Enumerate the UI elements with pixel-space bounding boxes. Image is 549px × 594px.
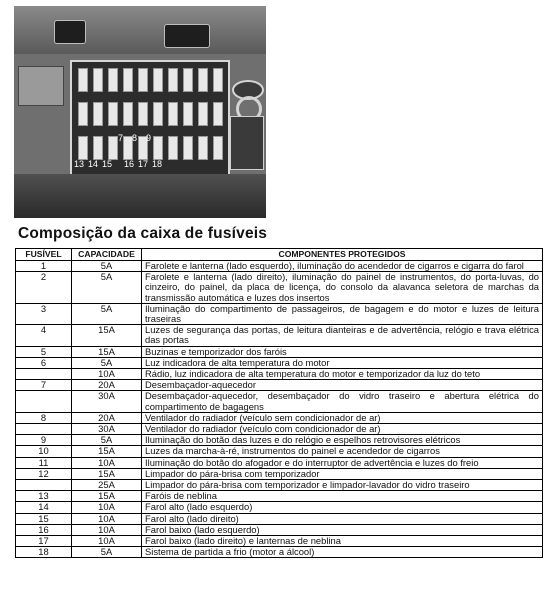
fuse-cartridge xyxy=(198,68,208,92)
table-row xyxy=(16,412,543,423)
components-cell: Ventilador do radiador (veículo com condicionador de ar) xyxy=(142,424,543,435)
table-header-row xyxy=(16,249,543,261)
relay-block xyxy=(18,66,64,106)
components-cell: Iluminação do botão do afogador e do interruptor de advertência e luzes do freio xyxy=(142,457,543,468)
lower-panel xyxy=(14,174,266,218)
table-row xyxy=(16,524,543,535)
fuse-number-cell: 17 xyxy=(16,536,72,547)
table-row xyxy=(16,325,543,346)
table-row xyxy=(16,457,543,468)
fuse-cartridge xyxy=(153,136,163,160)
fuse-number-label: 8 xyxy=(132,133,138,143)
components-cell: Iluminação do compartimento de passageiros, de bagagem e do motor e luzes de leitura traseiras xyxy=(142,303,543,324)
dashboard-panel xyxy=(14,6,266,54)
table-row xyxy=(16,303,543,324)
table-row xyxy=(16,272,543,304)
fuse-number-cell: 3 xyxy=(16,303,72,324)
fuse-number-cell: 15 xyxy=(16,513,72,524)
fuse-number-cell: 16 xyxy=(16,524,72,535)
header-fusivel: FUSÍVEL xyxy=(16,249,72,261)
capacity-cell: 5A xyxy=(72,261,142,272)
fuse-cartridge xyxy=(198,102,208,126)
fuse-cartridge xyxy=(93,102,103,126)
capacity-cell: 10A xyxy=(72,536,142,547)
components-cell: Faróis de neblina xyxy=(142,491,543,502)
table-row xyxy=(16,261,543,272)
side-relay xyxy=(230,116,264,170)
capacity-cell: 30A xyxy=(72,391,142,412)
components-cell: Farol baixo (lado direito) e lanternas de neblina xyxy=(142,536,543,547)
fuse-number-cell: 2 xyxy=(16,272,72,304)
fuse-number-label: 18 xyxy=(152,159,163,169)
fuse-number-label: 13 xyxy=(74,159,85,169)
capacity-cell: 15A xyxy=(72,446,142,457)
capacity-cell: 10A xyxy=(72,502,142,513)
components-cell: Luzes da marcha-à-ré, instrumentos do painel e acendedor de cigarros xyxy=(142,446,543,457)
table-row xyxy=(16,547,543,558)
components-cell: Farolete e lanterna (lado esquerdo), iluminação do acendedor de cigarros e cigarra do farol xyxy=(142,261,543,272)
components-cell: Farolete e lanterna (lado direito), iluminação do painel de instrumentos, do porta-luvas, do cinzeiro, do painel, da placa de licença, do consolo da alavanca seletora de marchas da transmissão automática e luzes dos insertos xyxy=(142,272,543,304)
fuse-number-cell xyxy=(16,369,72,380)
table-row xyxy=(16,446,543,457)
fuse-cartridge xyxy=(153,68,163,92)
capacity-cell: 15A xyxy=(72,346,142,357)
fuse-cartridge xyxy=(108,68,118,92)
components-cell: Buzinas e temporizador dos faróis xyxy=(142,346,543,357)
fuse-cartridge xyxy=(183,102,193,126)
capacity-cell: 10A xyxy=(72,513,142,524)
fuse-cartridge xyxy=(213,102,223,126)
table-row xyxy=(16,346,543,357)
table-row xyxy=(16,369,543,380)
fuse-number-cell: 6 xyxy=(16,357,72,368)
capacity-cell: 15A xyxy=(72,468,142,479)
fuse-cartridge xyxy=(78,68,88,92)
fuse-number-cell: 9 xyxy=(16,435,72,446)
capacity-cell: 25A xyxy=(72,480,142,491)
components-cell: Farol alto (lado direito) xyxy=(142,513,543,524)
fuse-number-label: 16 xyxy=(124,159,135,169)
capacity-cell: 15A xyxy=(72,491,142,502)
fuse-table xyxy=(15,248,543,558)
fuse-cartridge xyxy=(168,102,178,126)
fuse-cartridge xyxy=(108,102,118,126)
fuse-number-label: 17 xyxy=(138,159,149,169)
fuse-number-cell: 5 xyxy=(16,346,72,357)
fuse-cartridge xyxy=(183,136,193,160)
fuse-number-cell: 13 xyxy=(16,491,72,502)
capacity-cell: 5A xyxy=(72,435,142,446)
panel-opening xyxy=(54,20,86,44)
components-cell: Sistema de partida a frio (motor a álcool) xyxy=(142,547,543,558)
fuse-number-cell: 14 xyxy=(16,502,72,513)
components-cell: Farol baixo (lado esquerdo) xyxy=(142,524,543,535)
fuse-cartridge xyxy=(153,102,163,126)
fuse-cartridge xyxy=(168,136,178,160)
fuse-cartridge xyxy=(213,68,223,92)
fuse-box-photo xyxy=(14,6,266,218)
capacity-cell: 10A xyxy=(72,369,142,380)
fuse-cartridge xyxy=(138,68,148,92)
header-componentes: COMPONENTES PROTEGIDOS xyxy=(142,249,543,261)
fuse-number-label: 15 xyxy=(102,159,113,169)
capacity-cell: 5A xyxy=(72,272,142,304)
capacity-cell: 15A xyxy=(72,325,142,346)
table-row xyxy=(16,502,543,513)
capacity-cell: 10A xyxy=(72,457,142,468)
fuse-cartridge xyxy=(213,136,223,160)
fuse-table-body xyxy=(16,261,543,558)
table-row xyxy=(16,480,543,491)
components-cell: Desembaçador-aquecedor xyxy=(142,380,543,391)
fuse-number-cell: 7 xyxy=(16,380,72,391)
components-cell: Ventilador do radiador (veículo sem condicionador de ar) xyxy=(142,412,543,423)
capacity-cell: 5A xyxy=(72,303,142,324)
table-row xyxy=(16,468,543,479)
fuse-cartridge xyxy=(78,102,88,126)
fuse-cartridge xyxy=(123,68,133,92)
fuse-cartridge xyxy=(183,68,193,92)
capacity-cell: 10A xyxy=(72,524,142,535)
fuse-cartridge xyxy=(198,136,208,160)
fuse-cartridge xyxy=(108,136,118,160)
capacity-cell: 20A xyxy=(72,380,142,391)
fuse-number-cell xyxy=(16,391,72,412)
fuse-number-cell: 12 xyxy=(16,468,72,479)
fuse-number-cell: 4 xyxy=(16,325,72,346)
fuse-number-cell: 8 xyxy=(16,412,72,423)
panel-opening xyxy=(164,24,210,48)
components-cell: Luz indicadora de alta temperatura do motor xyxy=(142,357,543,368)
components-cell: Desembaçador-aquecedor, desembaçador do vidro traseiro e abertura elétrica do compartimento de bagagens xyxy=(142,391,543,412)
fuse-number-label: 7 xyxy=(118,133,124,143)
table-row xyxy=(16,435,543,446)
components-cell: Farol alto (lado esquerdo) xyxy=(142,502,543,513)
table-row xyxy=(16,424,543,435)
components-cell: Luzes de segurança das portas, de leitura dianteiras e de advertência, relógio e trava elétrica das portas xyxy=(142,325,543,346)
capacity-cell: 5A xyxy=(72,547,142,558)
fuse-cartridge xyxy=(138,102,148,126)
fuse-number-cell xyxy=(16,424,72,435)
components-cell: Limpador do pára-brisa com temporizador xyxy=(142,468,543,479)
components-cell: Iluminação do botão das luzes e do relógio e espelhos retrovisores elétricos xyxy=(142,435,543,446)
table-row xyxy=(16,491,543,502)
fuse-number-label: 14 xyxy=(88,159,99,169)
page-title: Composição da caixa de fusíveis xyxy=(18,225,268,242)
table-row xyxy=(16,357,543,368)
fuse-cartridge xyxy=(168,68,178,92)
capacity-cell: 30A xyxy=(72,424,142,435)
fuse-number-cell: 11 xyxy=(16,457,72,468)
table-row xyxy=(16,513,543,524)
fuse-number-cell: 10 xyxy=(16,446,72,457)
fuse-cartridge xyxy=(93,68,103,92)
table-row xyxy=(16,536,543,547)
capacity-cell: 20A xyxy=(72,412,142,423)
fuse-cartridge xyxy=(93,136,103,160)
fuse-number-cell: 1 xyxy=(16,261,72,272)
fuse-number-label: 9 xyxy=(146,133,152,143)
fuse-cartridge xyxy=(78,136,88,160)
header-capacidade: CAPACIDADE xyxy=(72,249,142,261)
table-row xyxy=(16,380,543,391)
capacity-cell: 5A xyxy=(72,357,142,368)
fuse-number-cell xyxy=(16,480,72,491)
components-cell: Limpador do pára-brisa com temporizador e limpador-lavador do vidro traseiro xyxy=(142,480,543,491)
components-cell: Rádio, luz indicadora de alta temperatura do motor e temporizador da luz do teto xyxy=(142,369,543,380)
table-row xyxy=(16,391,543,412)
fuse-cartridge xyxy=(123,102,133,126)
fuse-number-cell: 18 xyxy=(16,547,72,558)
